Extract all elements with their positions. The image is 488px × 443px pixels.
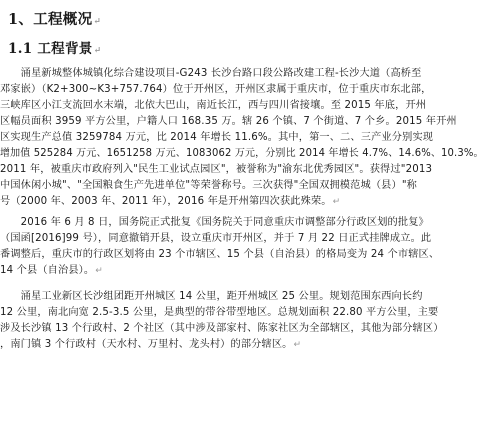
text-line-content: 14 个县（自治县）。 [0,265,95,276]
text-line: 涌星工业新区长沙组团距开州城区 14 公里，距开州城区 25 公里。规划范围东西向长约 [0,291,423,302]
text-line: 涉及长沙镇 13 个行政村、2 个社区（其中涉及部家村、陈家社区为全部辖区，其他为部分辖区） [0,323,444,334]
text-line: 邓家嵌）（K2+300~K3+757.764）位于开州区，开州区隶属于重庆市，位于重庆市东北部， [0,84,432,95]
text-line: 区实现生产总值 3259784 万元，比 2014 年增长 11.6%。其中，第一、二、三产业分别实现 [0,132,434,143]
text-line: 三峡库区小江支流回水末端，北依大巴山，南近长江，西与四川省接壤。至 2015 年底，开州 [0,100,427,111]
subsection-heading [8,37,101,57]
text-line: 区幅员面积 3959 平方公里，户籍人口 168.35 万。辖 26 个镇、7 个街道、7 个乡。2015 年开州 [0,116,457,127]
section-heading-text: 1、工程概况 [8,11,93,28]
text-line: 12 公里，南北向宽 2.5-3.5 公里，是典型的带谷带型地区。总规划面积 22.80 平方公里，主要 [0,307,439,318]
text-line [0,195,340,209]
paragraph-mark-icon: ↵ [332,197,341,207]
text-line [0,264,103,278]
paragraph-mark-icon: ↵ [93,17,102,27]
text-line: （国函[2016]99 号），同意撤销开县，设立重庆市开州区，并于 7 月 22 日正式挂牌成立。此 [0,233,432,244]
subsection-heading-text: 1.1 工程背景 [8,41,93,57]
text-line-content: 号（2000 年、2003 年、2011 年），2016 年是开州第四次获此殊荣。 [0,196,332,207]
text-line: 2011 年，被重庆市政府列入"民生工业试点园区"，被誉称为"渝东北优秀园区"。获得过"2013 [0,164,433,175]
text-line: 番调整后，重庆市的行政区划将由 23 个市辖区、15 个县（自治县）的格局变为 24 个市辖区、 [0,249,440,260]
text-line-content: ，南门镇 3 个行政村（天水村、万里村、龙头村）的部分辖区。 [0,339,293,350]
text-line: 中国休闲小城"、"全国粮食生产先进单位"等荣誉称号。三次获得"全国双拥模范城（县）"称 [0,180,417,191]
text-line: 涌星新城整体城镇化综合建设项目-G243 长沙台路口段公路改建工程-长沙大道（高桥至 [0,68,422,79]
text-line: 增加值 525284 万元、1651258 万元、1083062 万元，分别比 2014 年增长 4.7%、14.6%、10.3%。 [0,148,484,159]
paragraph-mark-icon: ↵ [93,46,102,56]
text-line [0,338,301,352]
paragraph-mark-icon: ↵ [95,266,103,276]
text-line: 2016 年 6 月 8 日，国务院正式批复《国务院关于同意重庆市调整部分行政区划的批复》 [0,217,429,228]
paragraph-mark-icon: ↵ [293,340,302,350]
section-heading [8,8,101,29]
